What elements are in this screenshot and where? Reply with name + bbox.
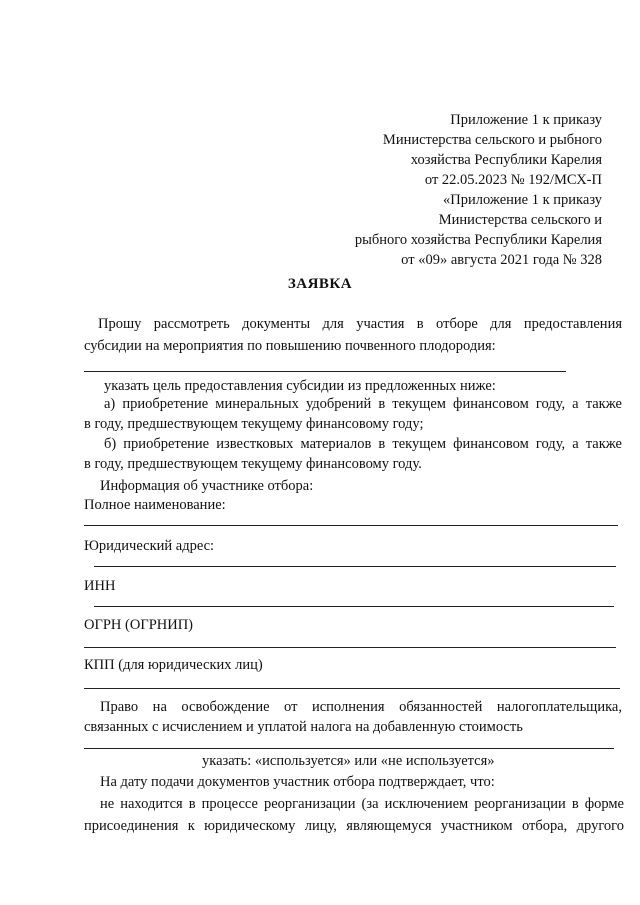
option-b-line: б) приобретение известковых материалов в текущем финансовом году, а также xyxy=(104,436,622,452)
header-line: Приложение 1 к приказу xyxy=(450,112,602,128)
vat-hint: указать: «используется» или «не используется» xyxy=(202,753,495,769)
legal-address-label: Юридический адрес: xyxy=(84,538,215,554)
intro-line: субсидии на мероприятия по повышению почвенного плодородия: xyxy=(84,338,496,354)
inn-label: ИНН xyxy=(84,578,116,594)
option-b-line: в году, предшествующем текущему финансовому году. xyxy=(84,456,422,472)
inn-input-line[interactable] xyxy=(94,606,614,607)
appendix-header xyxy=(355,110,602,270)
full-name-label: Полное наименование: xyxy=(84,497,226,513)
full-name-input-line[interactable] xyxy=(84,525,618,526)
ogrn-input-line[interactable] xyxy=(84,647,616,648)
intro-line: Прошу рассмотреть документы для участия в отборе для предоставления xyxy=(98,316,622,332)
header-line: хозяйства Республики Карелия xyxy=(410,152,602,168)
reorg-line: присоединения к юридическому лицу, являющемуся участником отбора, другого xyxy=(84,818,624,834)
header-line: рыбного хозяйства Республики Карелия xyxy=(354,232,602,248)
kpp-label: КПП (для юридических лиц) xyxy=(84,657,263,673)
participant-info-heading: Информация об участнике отбора: xyxy=(100,478,314,494)
purpose-input-line[interactable] xyxy=(84,371,566,372)
header-line: от «09» августа 2021 года № 328 xyxy=(401,252,602,268)
kpp-input-line[interactable] xyxy=(84,688,620,689)
document-title: ЗАЯВКА xyxy=(287,276,353,292)
confirm-heading: На дату подачи документов участник отбора подтверждает, что: xyxy=(100,774,495,790)
purpose-hint: указать цель предоставления субсидии из предложенных ниже: xyxy=(104,378,496,394)
option-a-line: в году, предшествующем текущему финансовому году; xyxy=(84,416,424,432)
vat-input-line[interactable] xyxy=(84,748,614,749)
vat-line: Право на освобождение от исполнения обязанностей налогоплательщика, xyxy=(100,699,622,715)
reorg-line: не находится в процессе реорганизации (за исключением реорганизации в форме xyxy=(100,796,624,812)
vat-line: связанных с исчислением и уплатой налога на добавленную стоимость xyxy=(84,719,523,735)
ogrn-label: ОГРН (ОГРНИП) xyxy=(84,617,194,633)
legal-address-input-line[interactable] xyxy=(94,566,616,567)
header-line: Министерства сельского и xyxy=(438,212,602,228)
header-line: от 22.05.2023 № 192/МСХ-П xyxy=(424,172,602,188)
header-line: Министерства сельского и рыбного xyxy=(382,132,602,148)
option-a-line: а) приобретение минеральных удобрений в текущем финансовом году, а также xyxy=(104,396,622,412)
header-line: «Приложение 1 к приказу xyxy=(443,192,602,208)
